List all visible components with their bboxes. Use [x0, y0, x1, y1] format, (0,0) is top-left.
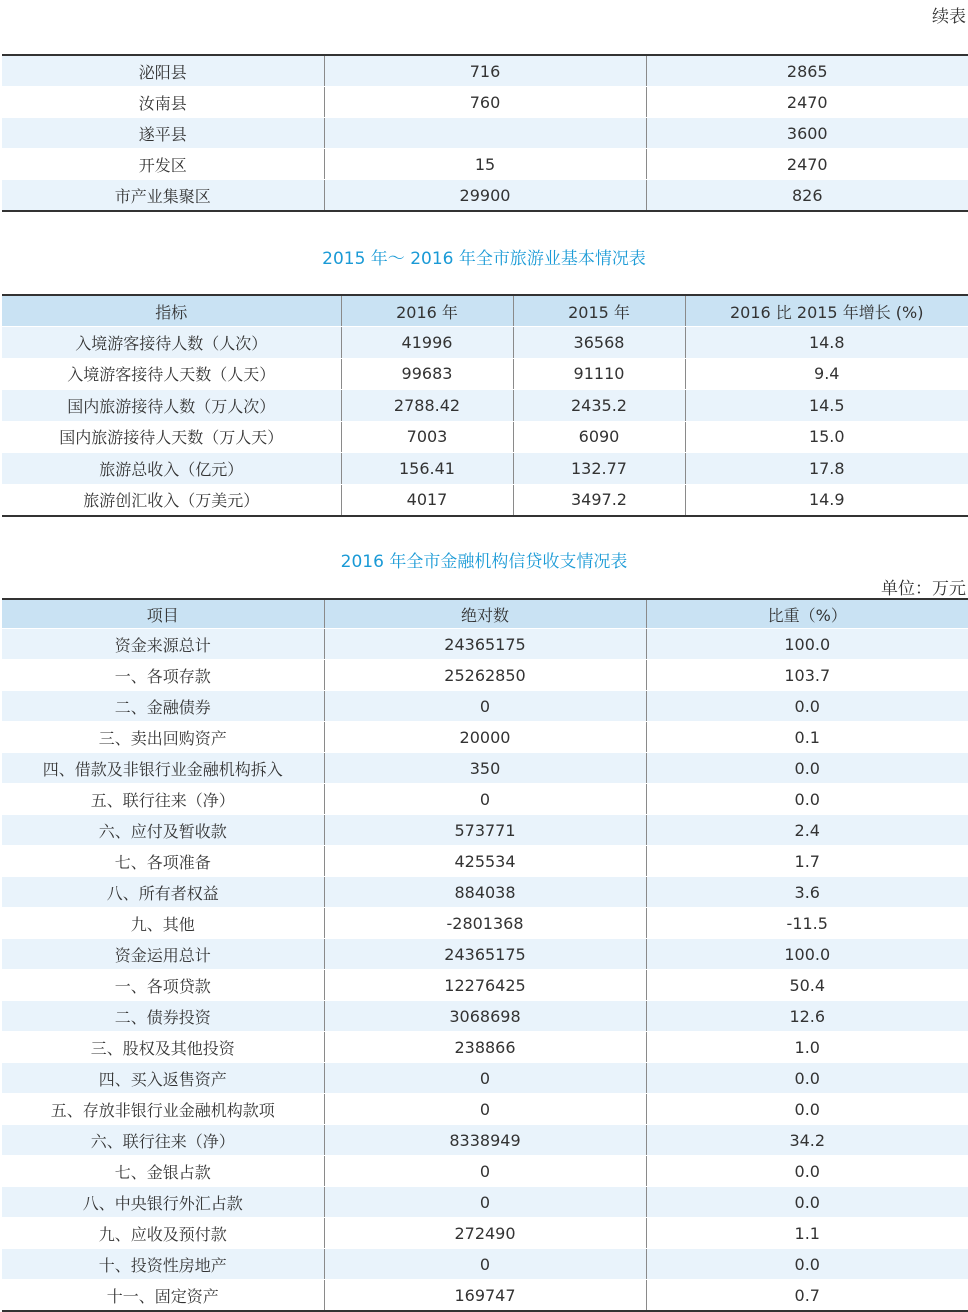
column-header: 指标: [2, 295, 341, 327]
table-row: [2, 629, 968, 660]
table-cell: 一、各项贷款: [2, 970, 324, 1001]
column-header: 绝对数: [324, 599, 646, 629]
table-cell: 0.0: [646, 1156, 968, 1187]
table-cell: 425534: [324, 846, 646, 877]
table-cell: 24365175: [324, 629, 646, 660]
credit-table-body: [2, 629, 968, 1312]
table-cell: 7003: [341, 421, 513, 453]
table-row: [2, 939, 968, 970]
table-cell: 238866: [324, 1032, 646, 1063]
table-cell: 八、中央银行外汇占款: [2, 1187, 324, 1218]
county-table: [2, 54, 968, 212]
table-cell: 24365175: [324, 939, 646, 970]
table-row: [2, 908, 968, 939]
column-header: 2015 年: [513, 295, 685, 327]
table-row: [2, 784, 968, 815]
table-cell: 2865: [646, 55, 968, 87]
table-cell: 0.0: [646, 784, 968, 815]
table-row: [2, 1280, 968, 1312]
table-cell: 0.0: [646, 1187, 968, 1218]
table-cell: 旅游创汇收入（万美元）: [2, 484, 341, 516]
table-cell: 资金运用总计: [2, 939, 324, 970]
table-cell: 884038: [324, 877, 646, 908]
table-row: [2, 846, 968, 877]
table-cell: 0.7: [646, 1280, 968, 1312]
table-cell: 0.0: [646, 1094, 968, 1125]
table-cell: 3.6: [646, 877, 968, 908]
table-cell: 1.0: [646, 1032, 968, 1063]
table-cell: 入境游客接待人数（人次）: [2, 327, 341, 359]
tourism-table-title: 2015 年～ 2016 年全市旅游业基本情况表: [322, 249, 646, 269]
table-cell: 遂平县: [2, 118, 324, 149]
column-header: 项目: [2, 599, 324, 629]
table-cell: 二、金融债券: [2, 691, 324, 722]
table-cell: 三、股权及其他投资: [2, 1032, 324, 1063]
tourism-table-header: [2, 295, 968, 327]
table-row: [2, 1125, 968, 1156]
table-cell: 三、卖出回购资产: [2, 722, 324, 753]
county-table-body: [2, 55, 968, 211]
table-cell: 国内旅游接待人天数（万人天）: [2, 421, 341, 453]
table-cell: 0: [324, 1094, 646, 1125]
table-cell: 350: [324, 753, 646, 784]
table-cell: 9.4: [685, 358, 968, 390]
table-cell: 100.0: [646, 629, 968, 660]
table-row: [2, 484, 968, 516]
table-row: [2, 691, 968, 722]
table-cell: 50.4: [646, 970, 968, 1001]
table-row: [2, 118, 968, 149]
table-cell: 36568: [513, 327, 685, 359]
table-row: [2, 1032, 968, 1063]
table-cell: 0: [324, 784, 646, 815]
continued-label: 续表: [932, 7, 966, 27]
table-row: [2, 1094, 968, 1125]
table-cell: 1.1: [646, 1218, 968, 1249]
table-cell: 四、借款及非银行业金融机构拆入: [2, 753, 324, 784]
table-cell: 760: [324, 87, 646, 118]
table-cell: 泌阳县: [2, 55, 324, 87]
table-row: [2, 1249, 968, 1280]
table-cell: 34.2: [646, 1125, 968, 1156]
tourism-table-body: [2, 327, 968, 517]
table-cell: 2470: [646, 87, 968, 118]
table-cell: 2435.2: [513, 390, 685, 422]
table-row: [2, 327, 968, 359]
table-cell: 十一、固定资产: [2, 1280, 324, 1312]
table-cell: 六、应付及暂收款: [2, 815, 324, 846]
table-row: [2, 1156, 968, 1187]
table-cell: 二、债券投资: [2, 1001, 324, 1032]
table-cell: 国内旅游接待人数（万人次）: [2, 390, 341, 422]
table-cell: 七、各项准备: [2, 846, 324, 877]
table-row: [2, 1218, 968, 1249]
table-cell: -11.5: [646, 908, 968, 939]
tourism-table: [2, 294, 968, 517]
table-row: [2, 1063, 968, 1094]
table-cell: 826: [646, 180, 968, 212]
table-cell: 100.0: [646, 939, 968, 970]
table-cell: 九、应收及预付款: [2, 1218, 324, 1249]
table-cell: 1.7: [646, 846, 968, 877]
table-cell: 0: [324, 1063, 646, 1094]
table-row: [2, 149, 968, 180]
table-cell: 0.0: [646, 691, 968, 722]
table-row: [2, 660, 968, 691]
table-cell: 0: [324, 1249, 646, 1280]
table-cell: -2801368: [324, 908, 646, 939]
table-cell: 0: [324, 691, 646, 722]
table-row: [2, 390, 968, 422]
table-cell: 市产业集聚区: [2, 180, 324, 212]
table-cell: 0.0: [646, 1063, 968, 1094]
table-cell: 0.1: [646, 722, 968, 753]
credit-table: [2, 598, 968, 1312]
table-cell: 12276425: [324, 970, 646, 1001]
table-cell: 旅游总收入（亿元）: [2, 453, 341, 485]
table-cell: 169747: [324, 1280, 646, 1312]
table-cell: 14.9: [685, 484, 968, 516]
credit-table-header: [2, 599, 968, 629]
table-row: [2, 421, 968, 453]
column-header: 比重（%）: [646, 599, 968, 629]
table-row: [2, 815, 968, 846]
table-cell: 六、联行往来（净）: [2, 1125, 324, 1156]
table-cell: 2470: [646, 149, 968, 180]
table-cell: 2788.42: [341, 390, 513, 422]
table-cell: 156.41: [341, 453, 513, 485]
table-cell: 十、投资性房地产: [2, 1249, 324, 1280]
table-cell: 七、金银占款: [2, 1156, 324, 1187]
table-cell: 99683: [341, 358, 513, 390]
table-cell: 3068698: [324, 1001, 646, 1032]
table-cell: 0: [324, 1156, 646, 1187]
table-cell: 6090: [513, 421, 685, 453]
table-cell: 20000: [324, 722, 646, 753]
table-cell: 29900: [324, 180, 646, 212]
table-cell: 3497.2: [513, 484, 685, 516]
table-cell: 4017: [341, 484, 513, 516]
column-header: 2016 比 2015 年增长 (%): [685, 295, 968, 327]
table-row: [2, 180, 968, 212]
table-row: [2, 722, 968, 753]
table-cell: 573771: [324, 815, 646, 846]
table-cell: 入境游客接待人天数（人天）: [2, 358, 341, 390]
table-cell: 14.5: [685, 390, 968, 422]
table-cell: 15: [324, 149, 646, 180]
table-row: [2, 970, 968, 1001]
table-row: [2, 453, 968, 485]
table-cell: 开发区: [2, 149, 324, 180]
table-cell: 四、买入返售资产: [2, 1063, 324, 1094]
table-cell: 15.0: [685, 421, 968, 453]
table-cell: 91110: [513, 358, 685, 390]
table-cell: 272490: [324, 1218, 646, 1249]
table-cell: 0.0: [646, 1249, 968, 1280]
table-cell: 汝南县: [2, 87, 324, 118]
table-cell: 3600: [646, 118, 968, 149]
table-row: [2, 358, 968, 390]
table-cell: 8338949: [324, 1125, 646, 1156]
table-cell: 41996: [341, 327, 513, 359]
table-cell: 八、所有者权益: [2, 877, 324, 908]
table-row: [2, 877, 968, 908]
table-row: [2, 1001, 968, 1032]
column-header: 2016 年: [341, 295, 513, 327]
table-cell: 12.6: [646, 1001, 968, 1032]
table-row: [2, 1187, 968, 1218]
table-cell: 14.8: [685, 327, 968, 359]
table-cell: 103.7: [646, 660, 968, 691]
table-cell: 17.8: [685, 453, 968, 485]
table-cell: 716: [324, 55, 646, 87]
table-cell: [324, 118, 646, 149]
table-cell: 九、其他: [2, 908, 324, 939]
table-cell: 25262850: [324, 660, 646, 691]
table-cell: 2.4: [646, 815, 968, 846]
unit-label: 单位：万元: [881, 579, 966, 599]
credit-table-title: 2016 年全市金融机构信贷收支情况表: [340, 552, 628, 572]
table-row: [2, 87, 968, 118]
table-cell: 0.0: [646, 753, 968, 784]
table-row: [2, 753, 968, 784]
table-cell: 0: [324, 1187, 646, 1218]
table-cell: 一、各项存款: [2, 660, 324, 691]
table-row: [2, 55, 968, 87]
table-cell: 资金来源总计: [2, 629, 324, 660]
table-cell: 132.77: [513, 453, 685, 485]
table-cell: 五、存放非银行业金融机构款项: [2, 1094, 324, 1125]
table-cell: 五、联行往来（净）: [2, 784, 324, 815]
